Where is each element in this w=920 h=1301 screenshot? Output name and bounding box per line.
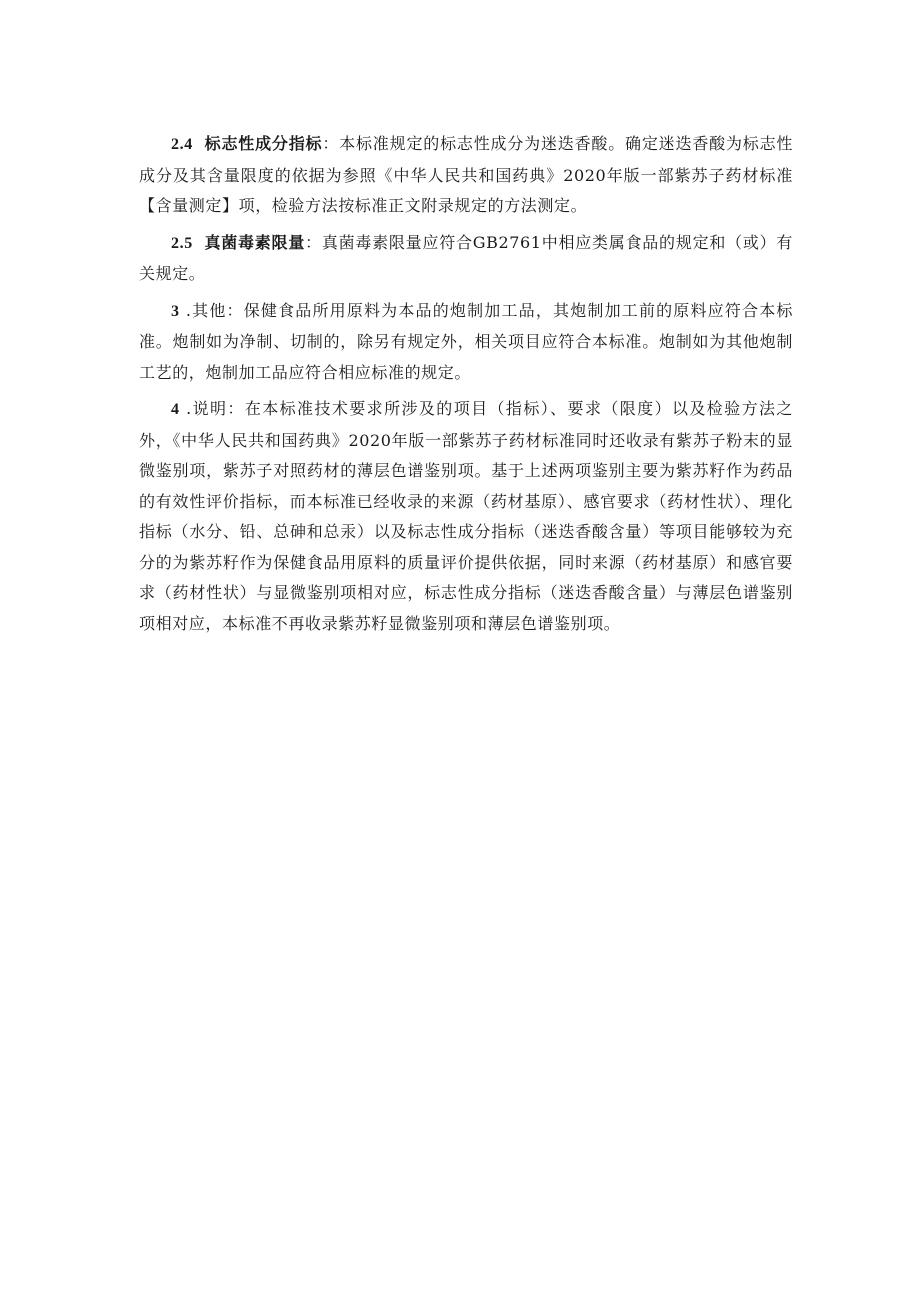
paragraph-text: .其他：保健食品所用原料为本品的炮制加工品，其炮制加工前的原料应符合本标准。炮制如为净制、切制的，除另有规定外，相关项目应符合本标准。炮制如为其他炮制工艺的，炮制加工品应符合相应标准的规定。: [139, 300, 794, 382]
paragraph-4: [139, 394, 793, 639]
heading-separator: ：: [322, 134, 340, 153]
paragraph-3: [139, 296, 793, 389]
section-number: 4: [171, 401, 180, 418]
paragraph-2-5: [139, 228, 793, 290]
paragraph-text: .说明：在本标准技术要求所涉及的项目（指标）、要求（限度）以及检验方法之外，《中华人民共和国药典》2020年版一部紫苏子药材标准同时还收录有紫苏子粉末的显微鉴别项，紫苏子对照药材的薄层色谱鉴别项。基于上述两项鉴别主要为紫苏籽作为药品的有效性评价指标，而本标准已经收录的来源（药材基原）、感官要求（药材性状）、理化指标（水分、铅、总砷和总汞）以及标志性成分指标（迷迭香酸含量）等项目能够较为充分的为紫苏籽作为保健食品用原料的质量评价提供依据，同时来源（药材基原）和感官要求（药材性状）与显微鉴别项相对应，标志性成分指标（迷迭香酸含量）与薄层色谱鉴别项相对应，本标准不再收录紫苏籽显微鉴别项和薄层色谱鉴别项。: [139, 399, 794, 633]
document-body: [139, 129, 793, 645]
paragraph-text: 本标准规定的标志性成分为迷迭香酸。确定迷迭香酸为标志性成分及其含量限度的依据为参照《中华人民共和国药典》2020年版一部紫苏子药材标准【含量测定】项，检验方法按标准正文附录规定的方法测定。: [139, 134, 794, 215]
section-heading: 标志性成分指标: [204, 134, 323, 153]
section-number: 2.4: [171, 136, 193, 153]
section-heading: 真菌毒素限量: [204, 232, 306, 252]
heading-separator: ：: [305, 232, 322, 252]
section-number: 3: [171, 302, 180, 320]
paragraph-2-4: [139, 129, 793, 222]
paragraph-text: 真菌毒素限量应符合GB2761中相应类属食品的规定和（或）有关规定。: [139, 232, 793, 283]
section-number: 2.5: [171, 234, 193, 252]
